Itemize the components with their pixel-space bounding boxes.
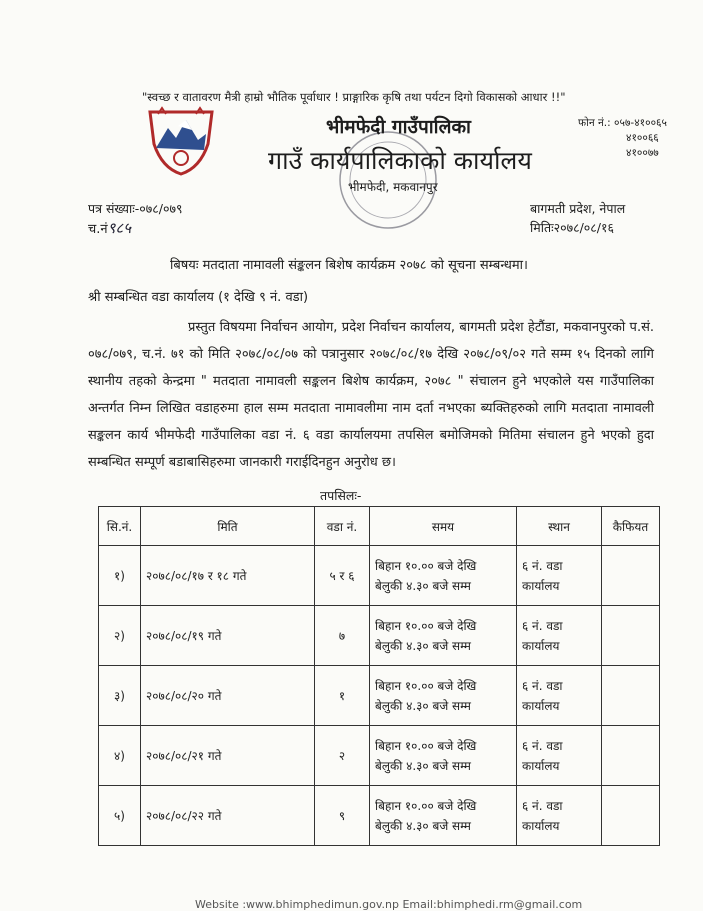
time-start: बिहान १०.०० बजे देखि: [375, 558, 477, 573]
cell-remarks: [602, 726, 660, 786]
cell-remarks: [602, 786, 660, 846]
cell-remarks: [602, 666, 660, 726]
cell-ward: ९: [315, 786, 370, 846]
cell-time: [370, 666, 517, 726]
recipient-line: श्री सम्बन्धित वडा कार्यालय (१ देखि ९ नं. वडा): [88, 290, 309, 305]
cell-serial: २): [99, 606, 141, 666]
body-paragraph: प्रस्तुत विषयमा निर्वाचन आयोग, प्रदेश निर्वाचन कार्यालय, बागमती प्रदेश हेटौंडा, मकवानपुरको प.सं. ०७८/०७९, च.नं. ७१ को मिति २०७८/०८/०७ को पत्रानुसार २०७८/०८/१७ देखि २०७८/०९/०२ गते सम्म १५ दिनको लागि स्थानीय तहको केन्द्रमा " मतदाता नामावली सङ्कलन बिशेष कार्यक्रम, २०७८ " संचालन हुने भएकोले यस गाउँपालिका अन्तर्गत निम्न लिखित वडाहरुमा हाल सम्म मतदाता नामावलीमा नाम दर्ता नभएका ब्यक्तिहरुको लागि मतदाता नामावली सङ्कलन कार्य भीमफेदी गाउँपालिका वडा नं. ६ वडा कार्यालयमा तपसिल बमोजिमको मितिमा संचालन हुने भएको हुदा सम्बन्धित सम्पूर्ण बडाबासिहरुमा जानकारी गराईदिनहुन अनुरोध छ।: [88, 320, 654, 470]
phone-number: ०५७-४१००६५: [614, 117, 667, 129]
header-date: मिति: [141, 507, 315, 546]
province-name: बागमती प्रदेश, नेपाल: [530, 201, 626, 216]
header-time: समय: [370, 507, 517, 546]
cell-ward: ७: [315, 606, 370, 666]
cell-remarks: [602, 546, 660, 606]
time-start: बिहान १०.०० बजे देखि: [375, 678, 477, 693]
dispatch-label: च.नं: [88, 222, 108, 237]
cell-time: [370, 546, 517, 606]
district-name: भीमफेदी, मकवानपुर: [348, 180, 438, 194]
cell-time: [370, 786, 517, 846]
cell-serial: ५): [99, 786, 141, 846]
header-remarks: कैफियत: [602, 507, 660, 546]
header-serial: सि.नं.: [99, 507, 141, 546]
cell-serial: १): [99, 546, 141, 606]
letter-number: पत्र संख्याः-०७८/०७९: [88, 201, 183, 216]
letter-date: मितिः२०७८/०८/१६: [530, 220, 615, 235]
place-ward: ६ नं. वडा: [522, 558, 563, 573]
cell-ward: २: [315, 726, 370, 786]
place-ward: ६ नं. वडा: [522, 798, 563, 813]
cell-place: [517, 546, 602, 606]
table-row: [99, 786, 660, 846]
details-heading: तपसिलः-: [320, 488, 362, 503]
table-row: [99, 546, 660, 606]
municipality-name: भीमफेदी गाउँपालिका: [326, 116, 471, 138]
time-start: बिहान १०.०० बजे देखि: [375, 618, 477, 633]
cell-ward: १: [315, 666, 370, 726]
nepal-emblem-icon: [142, 104, 220, 178]
dispatch-number: [88, 218, 131, 238]
cell-place: [517, 726, 602, 786]
place-office: कार्यालय: [522, 578, 560, 593]
table-row: [99, 606, 660, 666]
header-ward: वडा नं.: [315, 507, 370, 546]
office-name: गाउँ कार्यपालिकाको कार्यालय: [268, 146, 532, 175]
cell-serial: ३): [99, 666, 141, 726]
phone-label: फोन नं.:: [578, 117, 611, 129]
cell-date: २०७८/०८/२१ गते: [141, 726, 315, 786]
phone-number: ४१००६६: [626, 132, 659, 144]
time-end: बेलुकी ४.३० बजे सम्म: [375, 818, 471, 833]
cell-place: [517, 666, 602, 726]
cell-time: [370, 726, 517, 786]
time-end: बेलुकी ४.३० बजे सम्म: [375, 578, 471, 593]
table-header-row: [99, 507, 660, 546]
place-office: कार्यालय: [522, 698, 560, 713]
table-row: [99, 666, 660, 726]
time-start: बिहान १०.०० बजे देखि: [375, 798, 477, 813]
cell-ward: ५ र ६: [315, 546, 370, 606]
cell-date: २०७८/०८/१९ गते: [141, 606, 315, 666]
phone-block: [578, 116, 667, 161]
place-ward: ६ नं. वडा: [522, 678, 563, 693]
cell-date: २०७८/०८/२२ गते: [141, 786, 315, 846]
cell-serial: ४): [99, 726, 141, 786]
time-end: बेलुकी ४.३० बजे सम्म: [375, 758, 471, 773]
table-row: [99, 726, 660, 786]
time-end: बेलुकी ४.३० बजे सम्म: [375, 698, 471, 713]
cell-place: [517, 606, 602, 666]
place-ward: ६ नं. वडा: [522, 738, 563, 753]
place-office: कार्यालय: [522, 818, 560, 833]
cell-place: [517, 786, 602, 846]
time-end: बेलुकी ४.३० बजे सम्म: [375, 638, 471, 653]
schedule-table: [98, 506, 660, 846]
subject-line: बिषयः मतदाता नामावली संङ्कलन बिशेष कार्यक्रम २०७८ को सूचना सम्बन्धमा।: [170, 258, 528, 273]
cell-date: २०७८/०८/१७ र १८ गते: [141, 546, 315, 606]
dispatch-value: ९८५: [107, 219, 132, 237]
place-ward: ६ नं. वडा: [522, 618, 563, 633]
time-start: बिहान १०.०० बजे देखि: [375, 738, 477, 753]
footer-contact: Website :www.bhimphedimun.gov.np Email:bhimphedi.rm@gmail.com: [195, 898, 583, 911]
cell-time: [370, 606, 517, 666]
place-office: कार्यालय: [522, 638, 560, 653]
header-place: स्थान: [517, 507, 602, 546]
place-office: कार्यालय: [522, 758, 560, 773]
slogan: "स्वच्छ र वातावरण मैत्री हाम्रो भौतिक पूर्वाधार ! प्राङ्गारिक कृषि तथा पर्यटन दिगो विकासको आधार !!": [142, 90, 566, 104]
cell-date: २०७८/०८/२० गते: [141, 666, 315, 726]
cell-remarks: [602, 606, 660, 666]
phone-number: ४१००७७: [626, 147, 659, 159]
